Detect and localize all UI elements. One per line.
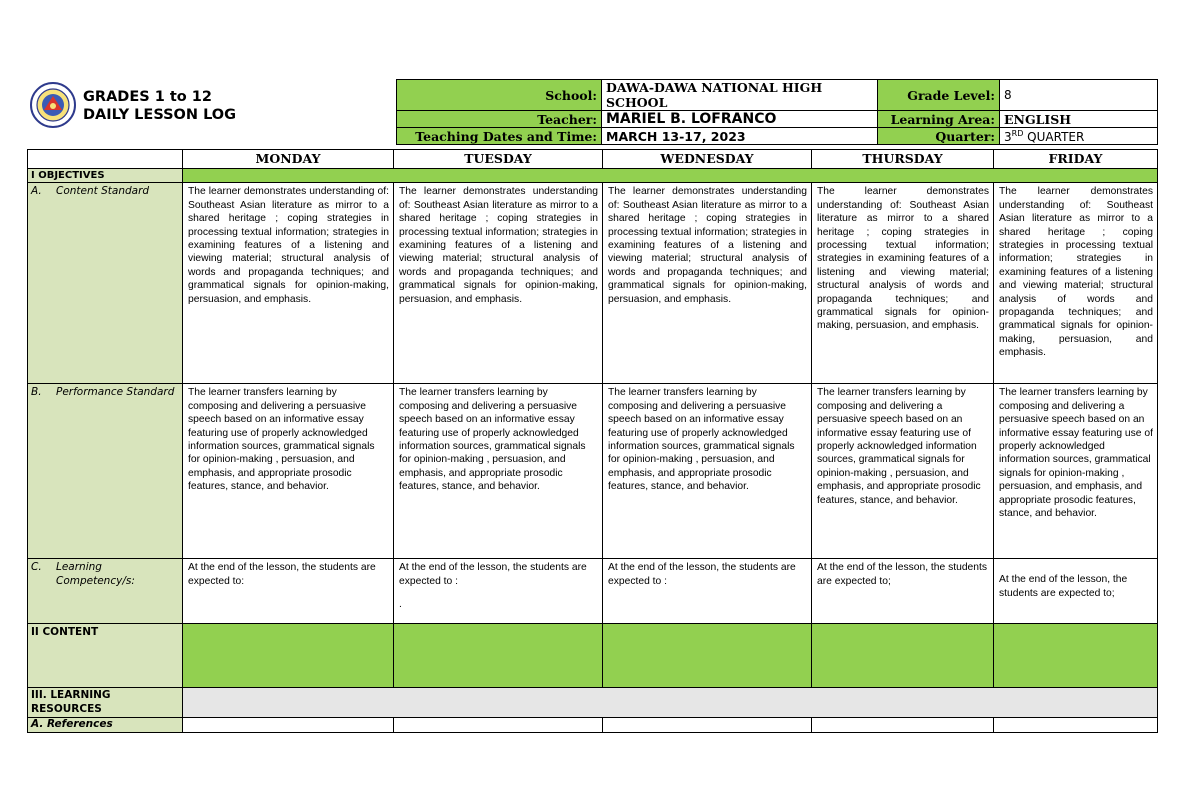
grade-level-value: 8 xyxy=(1000,80,1158,111)
learning-competency-label xyxy=(28,559,183,624)
school-label: School: xyxy=(397,80,602,111)
grade-level-label: Grade Level: xyxy=(878,80,1000,111)
content-cell-thursday xyxy=(812,624,994,688)
performance-standard-text: Performance Standard xyxy=(56,386,175,399)
day-header-thursday: THURSDAY xyxy=(812,150,994,169)
school-value: DAWA-DAWA NATIONAL HIGH SCHOOL xyxy=(602,80,878,111)
header-info-table xyxy=(396,79,1158,145)
references-heading: A. References xyxy=(28,718,183,733)
learning-competency-thursday: At the end of the lesson, the students are expected to; xyxy=(812,559,994,624)
learning-competency-text: Learning Competency/s: xyxy=(56,561,135,587)
learning-competency-tuesday xyxy=(394,559,603,624)
logo-title xyxy=(83,88,236,124)
quarter-suffix: RD xyxy=(1011,128,1024,138)
day-header-friday: FRIDAY xyxy=(994,150,1158,169)
day-header-wednesday: WEDNESDAY xyxy=(603,150,812,169)
learning-competency-monday: At the end of the lesson, the students are expected to: xyxy=(183,559,394,624)
content-cell-tuesday xyxy=(394,624,603,688)
performance-standard-tuesday: The learner transfers learning by composing and delivering a persuasive speech based on an informative essay featuring use of properly acknowledged information sources, grammatical signals for opinion-making , persuasion, and emphasis, and appropriate prosodic features, stance, and behavior. xyxy=(394,384,603,559)
content-cell-friday xyxy=(994,624,1158,688)
content-heading: II CONTENT xyxy=(28,624,183,688)
references-tuesday xyxy=(394,718,603,733)
logo-line-1: GRADES 1 to 12 xyxy=(83,89,212,105)
learning-competency-wednesday: At the end of the lesson, the students are expected to : xyxy=(603,559,812,624)
performance-standard-key: B. xyxy=(31,386,42,399)
references-thursday xyxy=(812,718,994,733)
teacher-value: MARIEL B. LOFRANCO xyxy=(602,111,878,128)
content-standard-tuesday: The learner demonstrates understanding of: Southeast Asian literature as mirror to a shared heritage ; coping strategies in processing textual information; strategies in examining features of a listening and viewing material; structural analysis of words and propaganda techniques; and grammatical signals for opinion-making, persuasion, and emphasis. xyxy=(394,183,603,384)
learning-resources-band xyxy=(183,688,1158,718)
logo-line-2: DAILY LESSON LOG xyxy=(83,107,237,123)
quarter-label: Quarter: xyxy=(878,128,1000,145)
performance-standard-monday: The learner transfers learning by composing and delivering a persuasive speech based on an informative essay featuring use of properly acknowledged information sources, grammatical signals for opinion-making , persuasion, and emphasis, and appropriate prosodic features, stance, and behavior. xyxy=(183,384,394,559)
lesson-log-table xyxy=(27,149,1158,733)
learning-competency-key: C. xyxy=(31,561,42,574)
day-header-tuesday: TUESDAY xyxy=(394,150,603,169)
learning-competency-tuesday-extra: . xyxy=(399,599,402,611)
performance-standard-label xyxy=(28,384,183,559)
teacher-label: Teacher: xyxy=(397,111,602,128)
learning-area-label: Learning Area: xyxy=(878,111,1000,128)
content-standard-wednesday: The learner demonstrates understanding of: Southeast Asian literature as mirror to a shared heritage ; coping strategies in processing textual information; strategies in examining features of a listening and viewing material; structural analysis of words and propaganda techniques; and grammatical signals for opinion-making, persuasion, and emphasis. xyxy=(603,183,812,384)
teaching-dates-label: Teaching Dates and Time: xyxy=(397,128,602,145)
quarter-value xyxy=(1000,128,1158,145)
content-standard-text: Content Standard xyxy=(56,185,150,198)
performance-standard-thursday: The learner transfers learning by composing and delivering a persuasive speech based on an informative essay featuring use of properly acknowledged information sources, grammatical signals for opinion-making , persuasion, and emphasis, and appropriate prosodic features, stance, and behavior. xyxy=(812,384,994,559)
references-wednesday xyxy=(603,718,812,733)
content-standard-key: A. xyxy=(31,185,42,198)
learning-competency-friday: At the end of the lesson, the students are expected to; xyxy=(994,559,1158,624)
learning-area-value: ENGLISH xyxy=(1000,111,1158,128)
performance-standard-friday: The learner transfers learning by composing and delivering a persuasive speech based on an informative essay featuring use of properly acknowledged information sources, grammatical signals for opinion-making , persuasion, and emphasis, and appropriate prosodic features, stance, and behavior. xyxy=(994,384,1158,559)
content-standard-label xyxy=(28,183,183,384)
quarter-number: 3 xyxy=(1004,129,1012,144)
learning-competency-tuesday-text: At the end of the lesson, the students are expected to : xyxy=(399,562,587,587)
deped-seal-icon xyxy=(30,82,76,128)
content-standard-monday: The learner demonstrates understanding of: Southeast Asian literature as mirror to a shared heritage ; coping strategies in processing textual information; strategies in examining features of a listening and viewing material; structural analysis of words and propaganda techniques; and grammatical signals for opinion-making, persuasion, and emphasis. xyxy=(183,183,394,384)
objectives-heading: I OBJECTIVES xyxy=(28,169,183,183)
content-cell-wednesday xyxy=(603,624,812,688)
day-header-monday: MONDAY xyxy=(183,150,394,169)
objectives-band xyxy=(183,169,1158,183)
performance-standard-wednesday: The learner transfers learning by composing and delivering a persuasive speech based on an informative essay featuring use of properly acknowledged information sources, grammatical signals for opinion-making , persuasion, and emphasis, and appropriate prosodic features, stance, and behavior. xyxy=(603,384,812,559)
content-standard-thursday: The learner demonstrates understanding of: Southeast Asian literature as mirror to a shared heritage ; coping strategies in processing textual information; strategies in examining features of a listening and viewing material; structural analysis of words and propaganda techniques; and grammatical signals for opinion-making, persuasion, and emphasis. xyxy=(812,183,994,384)
content-standard-friday: The learner demonstrates understanding of: Southeast Asian literature as mirror to a shared heritage ; coping strategies in processing textual information; strategies in examining features of a listening and viewing material; structural analysis of words and propaganda techniques; and grammatical signals for opinion-making, persuasion, and emphasis. xyxy=(994,183,1158,384)
content-cell-monday xyxy=(183,624,394,688)
teaching-dates-value: MARCH 13-17, 2023 xyxy=(602,128,878,145)
corner-cell xyxy=(28,150,183,169)
references-friday xyxy=(994,718,1158,733)
references-monday xyxy=(183,718,394,733)
quarter-word: QUARTER xyxy=(1023,129,1085,144)
learning-resources-heading: III. LEARNING RESOURCES xyxy=(28,688,183,718)
